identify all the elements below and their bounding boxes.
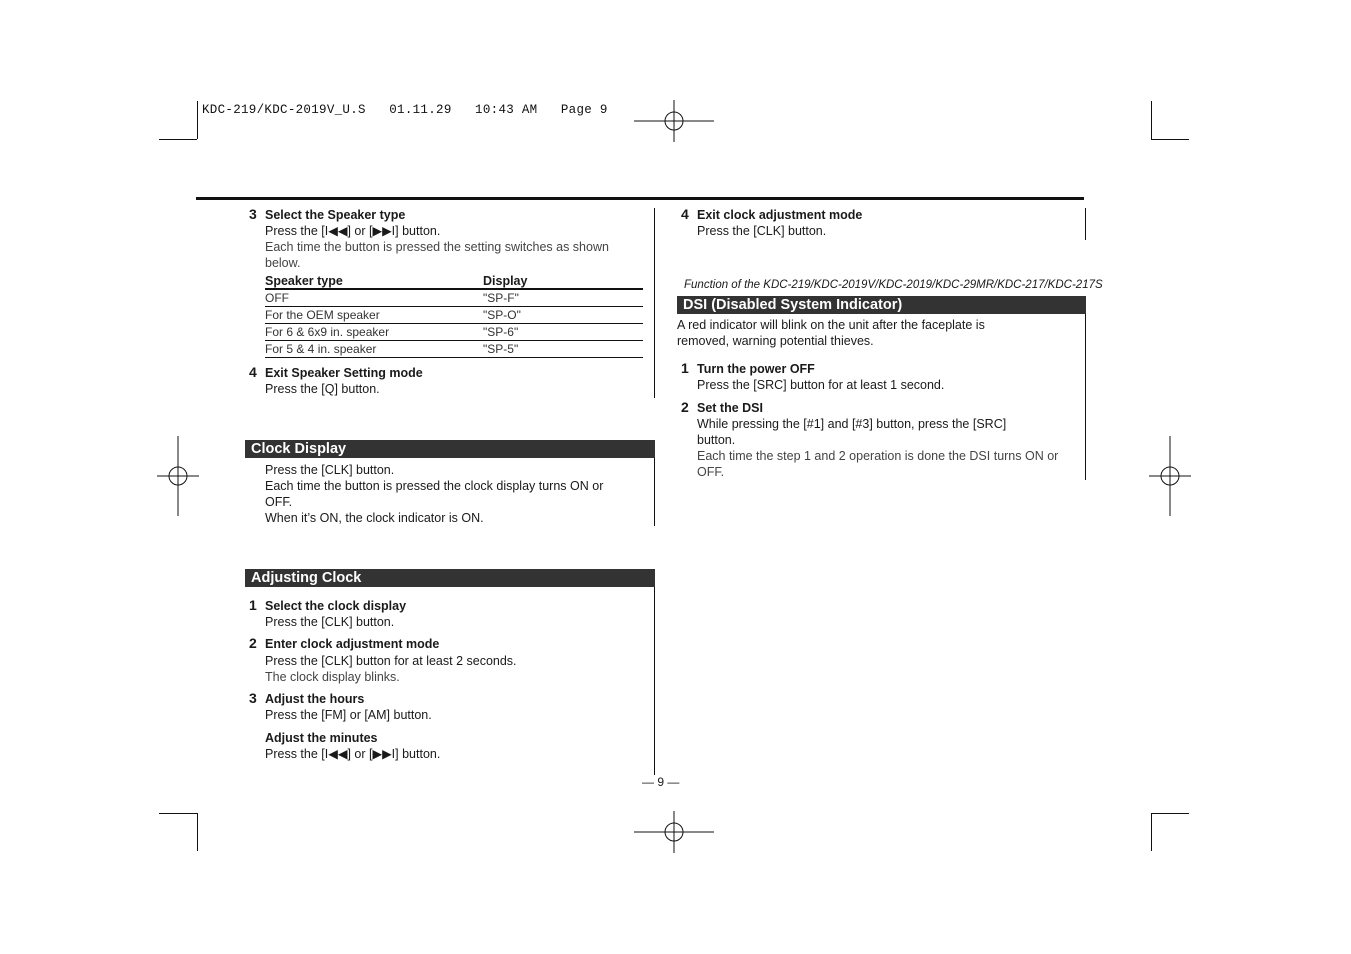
table-cell: For 5 & 4 in. speaker [265,341,483,358]
step-title: Adjust the hours [265,692,365,706]
table-cell: "SP-F" [483,289,643,307]
instruction-text: OFF. [265,495,293,509]
page-number: — 9 — [642,775,680,789]
registration-mark-right [1149,436,1191,516]
step-number: 2 [249,635,257,651]
step-title: Exit Speaker Setting mode [265,366,423,380]
instruction-text: Press the [CLK] button. [265,463,395,477]
step-number: 3 [249,206,257,222]
table-cell: OFF [265,289,483,307]
step-title: Turn the power OFF [697,362,815,376]
table-cell: For 6 & 6x9 in. speaker [265,324,483,341]
step-title: Select the clock display [265,599,407,613]
instruction-text: When it’s ON, the clock indicator is ON. [265,511,484,525]
column-rule [654,587,655,775]
note-text: The clock display blinks. [265,670,400,684]
table-row [265,324,643,341]
table-cell: "SP-5" [483,341,643,358]
instruction-text: Press the [SRC] button for at least 1 second. [697,378,945,392]
step-title: Select the Speaker type [265,208,406,222]
table-row [265,307,643,324]
function-note: Function of the KDC-219/KDC-2019V/KDC-2019/KDC-29MR/KDC-217/KDC-217S [684,279,1103,291]
table-row [265,341,643,358]
step-number: 2 [681,399,689,415]
step-number: 4 [249,364,257,380]
note-text: Each time the button is pressed the setting switches as shown [265,240,609,254]
dsi-heading: DSI (Disabled System Indicator) [677,296,1086,314]
intro-text: removed, warning potential thieves. [677,334,874,348]
step-number: 3 [249,690,257,706]
step-title: Adjust the minutes [265,731,378,745]
step-title: Enter clock adjustment mode [265,637,440,651]
step-title: Set the DSI [697,401,763,415]
intro-text: A red indicator will blink on the unit after the faceplate is [677,318,985,332]
registration-mark-top [634,100,714,142]
top-rule [196,197,1084,200]
adjusting-clock-heading: Adjusting Clock [245,569,655,587]
instruction-text: button. [697,433,736,447]
print-slug: KDC-219/KDC-2019V_U.S 01.11.29 10:43 AM Page 9 [202,103,608,117]
instruction-text: Press the [CLK] button for at least 2 seconds. [265,654,517,668]
instruction-text: Press the [Q] button. [265,382,380,396]
table-header: Display [483,273,643,289]
step-number: 1 [249,597,257,613]
instruction-text: Each time the button is pressed the clock display turns ON or [265,479,604,493]
column-rule [1085,208,1086,240]
instruction-text: Press the [I◀◀] or [▶▶I] button. [265,747,441,761]
step-number: 4 [681,206,689,222]
table-cell: "SP-6" [483,324,643,341]
registration-mark-left [157,436,199,516]
step-title: Exit clock adjustment mode [697,208,863,222]
speaker-type-table [265,273,643,358]
instruction-text: While pressing the [#1] and [#3] button, press the [SRC] [697,417,1007,431]
table-cell: "SP-O" [483,307,643,324]
table-row [265,289,643,307]
instruction-text: Press the [I◀◀] or [▶▶I] button. [265,224,441,238]
note-text: below. [265,256,301,270]
column-rule [654,458,655,526]
note-text: Each time the step 1 and 2 operation is done the DSI turns ON or [697,449,1059,463]
instruction-text: Press the [CLK] button. [697,224,827,238]
instruction-text: Press the [FM] or [AM] button. [265,708,432,722]
table-cell: For the OEM speaker [265,307,483,324]
note-text: OFF. [697,465,725,479]
column-rule [654,208,655,398]
instruction-text: Press the [CLK] button. [265,615,395,629]
registration-mark-bottom [634,811,714,853]
step-number: 1 [681,360,689,376]
table-header: Speaker type [265,273,483,289]
clock-display-heading: Clock Display [245,440,655,458]
column-rule [1085,313,1086,480]
